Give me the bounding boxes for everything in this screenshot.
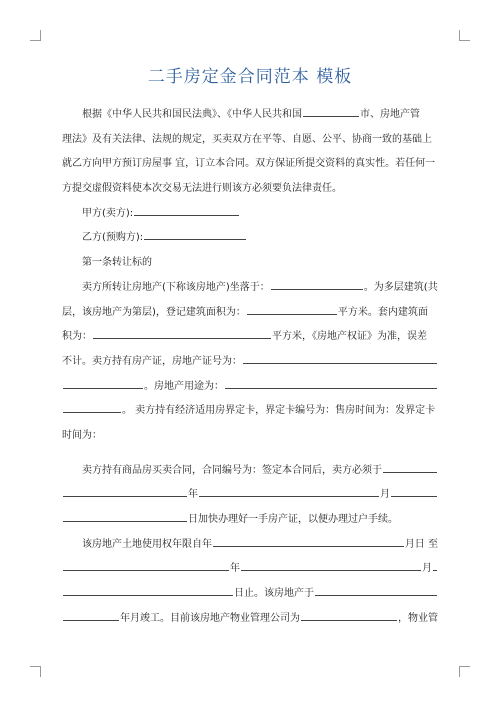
paragraph-line: 日加快办理好一手房产证，以便办理过户手续。 (62, 508, 438, 533)
paragraph-line: 不计。卖方持有房产证，房地产证号为： (62, 350, 438, 375)
certificate-number-cont-field[interactable] (63, 376, 143, 389)
usage-cont-field[interactable] (63, 400, 121, 413)
paragraph-line: 就乙方向甲方预订房屋事 宜，订立本合同。双方保证所提交资料的真实性。若任何一 (62, 158, 436, 170)
land-end-month-field[interactable] (241, 558, 421, 571)
paragraph-line: 时间为： (62, 429, 102, 441)
paragraph-line: 该房地产土地使用权年限自年 月日 至 (62, 533, 438, 558)
usage-field[interactable] (225, 376, 437, 389)
paragraph-line: 年月竣工。目前该房地产物业管理公司为 ，物业管 (62, 607, 438, 632)
area-field[interactable] (247, 302, 337, 315)
paragraph-line: 积为： 平方米，《房地产权证》为准，误差 (62, 325, 438, 350)
property-company-field[interactable] (301, 608, 397, 621)
paragraph-line: 层，该房地产为第层)，登记建筑面积为： 平方米。套内建筑面 (62, 301, 438, 326)
party-b-label: 乙方(预购方): (82, 232, 144, 244)
crop-mark-bottom-right (459, 666, 470, 677)
paragraph-line: 年 月 (62, 557, 438, 582)
day-field[interactable] (391, 484, 437, 497)
land-end-day-field[interactable] (433, 558, 437, 571)
crop-mark-top-right (459, 30, 470, 41)
deadline-field[interactable] (383, 460, 437, 473)
land-start-field[interactable] (213, 534, 404, 547)
crop-mark-bottom-left (30, 666, 41, 677)
paragraph-line: 。 卖方持有经济适用房界定卡，界定卡编号为：售房时间为：发界定卡 (62, 399, 438, 424)
party-a-field[interactable] (134, 203, 239, 216)
completion-field[interactable] (315, 583, 437, 596)
paragraph-line: 理法》及有关法律、法规的规定，买卖双方在平等、自愿、公平、协商一致的基础上 (62, 133, 432, 145)
land-end-year-field[interactable] (63, 558, 229, 571)
document-title: 二手房定金合同范本 模板 (147, 67, 353, 87)
year-field[interactable] (63, 484, 187, 497)
paragraph-line: 日止。该房地产于 (62, 582, 438, 607)
paragraph-line: 年 月 (62, 483, 438, 508)
party-b-line (62, 226, 438, 251)
paragraph-line: 方提交虚假资料使本次交易无法进行则该方必须要负法律责任。 (62, 183, 342, 195)
party-a-label: 甲方(卖方): (82, 207, 134, 219)
fill-blank[interactable] (303, 104, 359, 117)
address-field[interactable] (271, 277, 363, 290)
paragraph-line: 。房地产用途为： (62, 375, 438, 400)
paragraph-line: 卖方所转让房地产(下称该房地产)坐落于： 。为多层建筑(共 (62, 276, 438, 301)
party-a-line (62, 202, 438, 227)
paragraph-line: 根据《中华人民共和国民法典》、《中华人民共和国 市、房地产管 (62, 103, 438, 128)
party-b-field[interactable] (144, 227, 246, 240)
crop-mark-top-left (30, 30, 41, 41)
document-body (62, 103, 438, 631)
month-field[interactable] (199, 484, 379, 497)
article-heading: 第一条转让标的 (82, 257, 152, 269)
inner-area-field[interactable] (93, 326, 271, 339)
paragraph-line: 卖方持有商品房买卖合同，合同编号为：签定本合同后，卖方必须于 (62, 459, 438, 484)
certificate-number-field[interactable] (243, 351, 437, 364)
completion-year-field[interactable] (63, 608, 119, 621)
land-end-day-cont-field[interactable] (63, 583, 233, 596)
day-cont-field[interactable] (63, 509, 187, 522)
